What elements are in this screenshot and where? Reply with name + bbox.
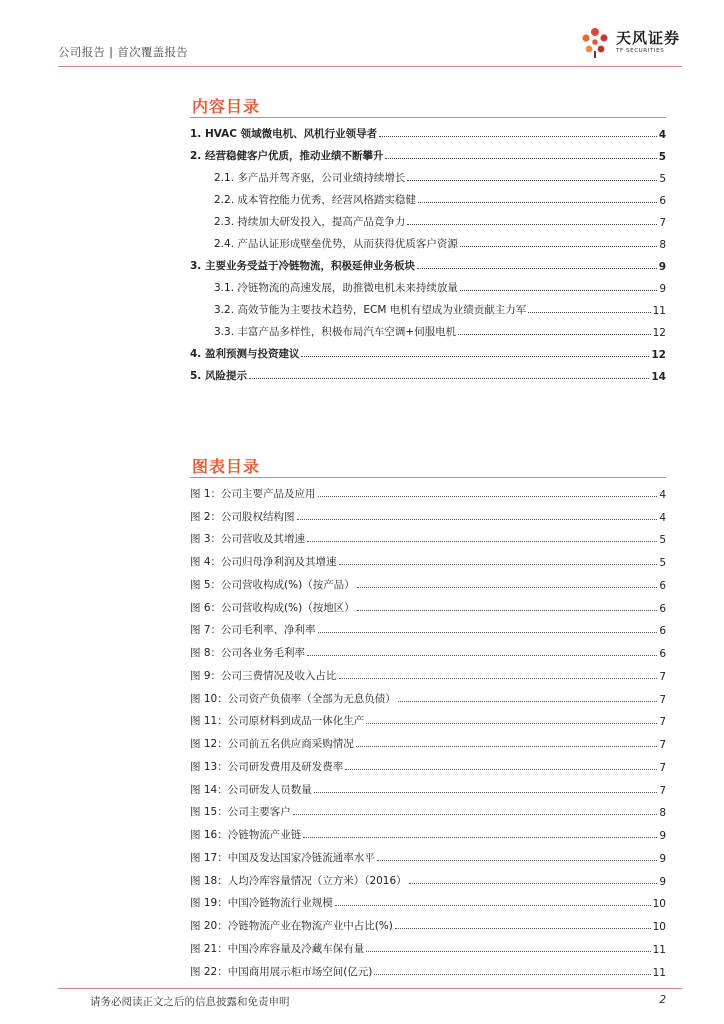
toc-entry-label: 3.2. 高效节能为主要技术趋势，ECM 电机有望成为业绩贡献主力军 bbox=[214, 304, 527, 316]
toc-entry-label: 3.3. 丰富产品多样性，积极布局汽车空调+伺服电机 bbox=[214, 326, 457, 338]
figure-entry-page: 5 bbox=[659, 534, 666, 547]
toc-entry-page: 11 bbox=[652, 305, 666, 317]
figure-entry-page: 7 bbox=[659, 784, 666, 797]
figure-entry-page: 10 bbox=[652, 898, 666, 911]
figure-entry-page: 11 bbox=[652, 966, 666, 979]
figure-entry[interactable] bbox=[190, 637, 666, 660]
figure-entry-page: 6 bbox=[659, 579, 666, 592]
toc-entry-page: 12 bbox=[652, 327, 666, 339]
figure-entry-label: 图 12：公司前五名供应商采购情况 bbox=[190, 738, 354, 750]
figure-entry-label: 图 6：公司营收构成(%)（按地区） bbox=[190, 601, 355, 614]
figure-entry-page: 9 bbox=[659, 852, 666, 865]
figure-entry[interactable] bbox=[190, 478, 666, 501]
figure-entry-label: 图 18：人均冷库容量情况（立方米）（2016） bbox=[190, 874, 407, 887]
figure-leader-dots bbox=[303, 837, 657, 838]
toc-entry[interactable] bbox=[190, 295, 666, 317]
figure-leader-dots bbox=[307, 541, 657, 542]
toc-entry-page: 12 bbox=[651, 349, 666, 361]
footer-disclaimer: 请务必阅读正文之后的信息披露和免责申明 bbox=[90, 996, 290, 1008]
figure-leader-dots bbox=[307, 655, 657, 656]
toc-leader-dots bbox=[528, 312, 650, 313]
toc-entry-page: 7 bbox=[659, 217, 666, 229]
toc-entry-label: 4. 盈利预测与投资建议 bbox=[190, 348, 300, 360]
figure-entry-label: 图 13：公司研发费用及研发费率 bbox=[190, 760, 344, 773]
figure-leader-dots bbox=[366, 723, 657, 724]
figure-leader-dots bbox=[377, 860, 658, 861]
toc-entry-label: 2.4. 产品认证形成壁垒优势，从而获得优质客户资源 bbox=[214, 238, 458, 250]
toc-entry[interactable] bbox=[190, 273, 666, 295]
toc-entry[interactable] bbox=[190, 317, 666, 339]
toc-leader-dots bbox=[417, 268, 657, 269]
toc-entry[interactable] bbox=[190, 339, 666, 361]
logo-subtitle: TF SECURITIES bbox=[615, 47, 665, 54]
figure-entry-page: 6 bbox=[659, 648, 666, 660]
toc-leader-dots bbox=[301, 356, 649, 357]
toc-entry-label: 1. HVAC 领域微电机、风机行业领导者 bbox=[190, 128, 378, 140]
figure-entry[interactable] bbox=[190, 683, 666, 706]
figure-entry[interactable] bbox=[190, 569, 666, 592]
toc-leader-dots bbox=[379, 136, 657, 137]
toc-leader-dots bbox=[460, 246, 657, 247]
figure-leader-dots bbox=[339, 564, 658, 565]
flower-logo-icon bbox=[578, 25, 612, 59]
header-breadcrumb: 公司报告 | 首次覆盖报告 bbox=[58, 45, 189, 59]
toc-entry-label: 3.1. 冷链物流的高速发展，助推微电机未来持续放量 bbox=[214, 282, 458, 294]
toc-leader-dots bbox=[418, 202, 657, 203]
toc-entry[interactable] bbox=[190, 251, 666, 273]
figure-leader-dots bbox=[374, 974, 650, 975]
figure-leader-dots bbox=[366, 951, 650, 952]
figure-entry-label: 图 4：公司归母净利润及其增速 bbox=[190, 556, 337, 568]
figure-leader-dots bbox=[335, 905, 651, 906]
figure-entry-label: 图 21：中国冷库容量及冷藏车保有量 bbox=[190, 942, 365, 955]
figure-leader-dots bbox=[293, 814, 658, 815]
figure-entry[interactable] bbox=[190, 956, 666, 979]
figure-entry-page: 4 bbox=[659, 488, 666, 501]
figure-entry-page: 4 bbox=[659, 511, 666, 524]
figure-leader-dots bbox=[297, 519, 658, 520]
toc-entry-page: 4 bbox=[658, 129, 666, 141]
company-logo bbox=[578, 24, 680, 60]
toc-entry-page: 5 bbox=[658, 151, 666, 163]
figure-leader-dots bbox=[345, 769, 657, 770]
figure-entry-label: 图 9：公司三费情况及收入占比 bbox=[190, 669, 337, 682]
figure-entry-label: 图 1：公司主要产品及应用 bbox=[190, 487, 316, 500]
toc-leader-dots bbox=[249, 378, 649, 379]
figure-entry-page: 7 bbox=[659, 716, 666, 729]
figure-entry-label: 图 20：冷链物流产业在物流产业中占比(%) bbox=[190, 920, 393, 932]
toc-entry[interactable] bbox=[190, 229, 666, 251]
figure-entry[interactable] bbox=[190, 660, 666, 683]
toc-leader-dots bbox=[385, 158, 656, 159]
toc-entry-label: 2.2. 成本管控能力优秀，经营风格踏实稳健 bbox=[214, 194, 416, 206]
figure-entry[interactable] bbox=[190, 888, 666, 911]
figure-leader-dots bbox=[339, 678, 658, 679]
figure-entry-label: 图 8：公司各业务毛利率 bbox=[190, 647, 306, 659]
figure-leader-dots bbox=[318, 632, 658, 633]
contents-title: 内容目录 bbox=[192, 97, 261, 116]
toc-entry-page: 9 bbox=[659, 283, 666, 295]
figure-entry-page: 7 bbox=[659, 670, 666, 683]
figure-entry-page: 8 bbox=[659, 807, 666, 820]
figure-entry[interactable] bbox=[190, 728, 666, 751]
toc-entry[interactable] bbox=[190, 207, 666, 229]
figure-entry-page: 11 bbox=[652, 943, 666, 956]
figure-entry[interactable] bbox=[190, 865, 666, 888]
figure-entry[interactable] bbox=[190, 797, 666, 820]
figure-entry[interactable] bbox=[190, 546, 666, 569]
toc-entry-label: 2.3. 持续加大研发投入，提高产品竞争力 bbox=[214, 216, 406, 228]
figures-title: 图表目录 bbox=[192, 457, 261, 476]
figure-leader-dots bbox=[398, 701, 658, 702]
figure-leader-dots bbox=[314, 792, 658, 793]
figure-entry-label: 图 3：公司营收及其增速 bbox=[190, 533, 306, 546]
toc-entry[interactable] bbox=[190, 141, 666, 163]
toc-entry-page: 14 bbox=[651, 371, 666, 383]
figure-entry-label: 图 19：中国冷链物流行业规模 bbox=[190, 897, 333, 910]
footer-divider bbox=[58, 988, 682, 989]
figure-entry-label: 图 14：公司研发人员数量 bbox=[190, 783, 312, 796]
figure-entry-label: 图 10：公司资产负债率（全部为无息负债） bbox=[190, 692, 396, 705]
toc-entry-page: 5 bbox=[659, 173, 666, 185]
figure-entry-page: 6 bbox=[659, 625, 666, 638]
toc-leader-dots bbox=[407, 180, 657, 181]
figure-leader-dots bbox=[356, 746, 658, 747]
figure-entry-label: 图 7：公司毛利率、净利率 bbox=[190, 624, 316, 637]
contents-title-rule bbox=[190, 117, 666, 118]
figure-leader-dots bbox=[395, 928, 651, 929]
figure-entry[interactable] bbox=[190, 592, 666, 615]
figure-entry[interactable] bbox=[190, 819, 666, 842]
figure-entry-label: 图 2：公司股权结构图 bbox=[190, 510, 295, 523]
figure-list bbox=[190, 478, 666, 979]
figure-entry[interactable] bbox=[190, 706, 666, 729]
figure-entry-page: 9 bbox=[659, 830, 666, 842]
figure-entry[interactable] bbox=[190, 615, 666, 638]
figure-leader-dots bbox=[357, 610, 658, 611]
logo-name: 天风证券 bbox=[615, 28, 680, 47]
figure-entry-page: 9 bbox=[659, 875, 666, 888]
page-number: 2 bbox=[659, 994, 666, 1006]
figure-entry[interactable] bbox=[190, 774, 666, 797]
toc-leader-dots bbox=[407, 224, 657, 225]
toc-entry-label: 3. 主要业务受益于冷链物流，积极延伸业务板块 bbox=[190, 260, 415, 272]
toc-entry-label: 2. 经营稳健客户优质，推动业绩不断攀升 bbox=[190, 150, 384, 162]
figure-leader-dots bbox=[318, 496, 658, 497]
figure-entry[interactable] bbox=[190, 842, 666, 865]
toc-entry[interactable] bbox=[190, 163, 666, 185]
toc-entry-label: 2.1. 多产品并驾齐驱，公司业绩持续增长 bbox=[214, 172, 406, 184]
figure-entry-label: 图 5：公司营收构成(%)（按产品） bbox=[190, 578, 355, 591]
figure-entry[interactable] bbox=[190, 933, 666, 956]
figure-entry-page: 7 bbox=[659, 761, 666, 774]
figure-entry-page: 10 bbox=[652, 921, 666, 933]
figure-leader-dots bbox=[357, 587, 658, 588]
figure-leader-dots bbox=[409, 883, 658, 884]
header-divider bbox=[58, 66, 682, 67]
toc-entry-page: 6 bbox=[659, 195, 666, 207]
toc-entry-label: 5. 风险提示 bbox=[190, 370, 247, 382]
figure-entry[interactable] bbox=[190, 910, 666, 933]
figure-entry[interactable] bbox=[190, 501, 666, 524]
toc-entry-page: 9 bbox=[658, 261, 666, 273]
figure-entry-label: 图 15：公司主要客户 bbox=[190, 806, 291, 819]
figure-entry-label: 图 22：中国商用展示柜市场空间(亿元) bbox=[190, 965, 373, 978]
toc-entry[interactable] bbox=[190, 119, 666, 141]
toc-entry[interactable] bbox=[190, 361, 666, 383]
figure-entry-label: 图 11：公司原材料到成品一体化生产 bbox=[190, 715, 365, 728]
figure-entry-label: 图 17：中国及发达国家冷链流通率水平 bbox=[190, 851, 375, 864]
figure-entry-page: 6 bbox=[659, 602, 666, 615]
table-of-contents bbox=[190, 119, 666, 383]
toc-entry-page: 8 bbox=[659, 239, 666, 251]
toc-leader-dots bbox=[458, 334, 650, 335]
figure-entry-page: 5 bbox=[659, 557, 666, 569]
figure-entry[interactable] bbox=[190, 751, 666, 774]
figure-entry[interactable] bbox=[190, 524, 666, 547]
toc-entry[interactable] bbox=[190, 185, 666, 207]
figure-entry-page: 7 bbox=[659, 739, 666, 751]
toc-leader-dots bbox=[460, 290, 657, 291]
figure-entry-page: 7 bbox=[659, 693, 666, 706]
figure-entry-label: 图 16：冷链物流产业链 bbox=[190, 829, 302, 841]
